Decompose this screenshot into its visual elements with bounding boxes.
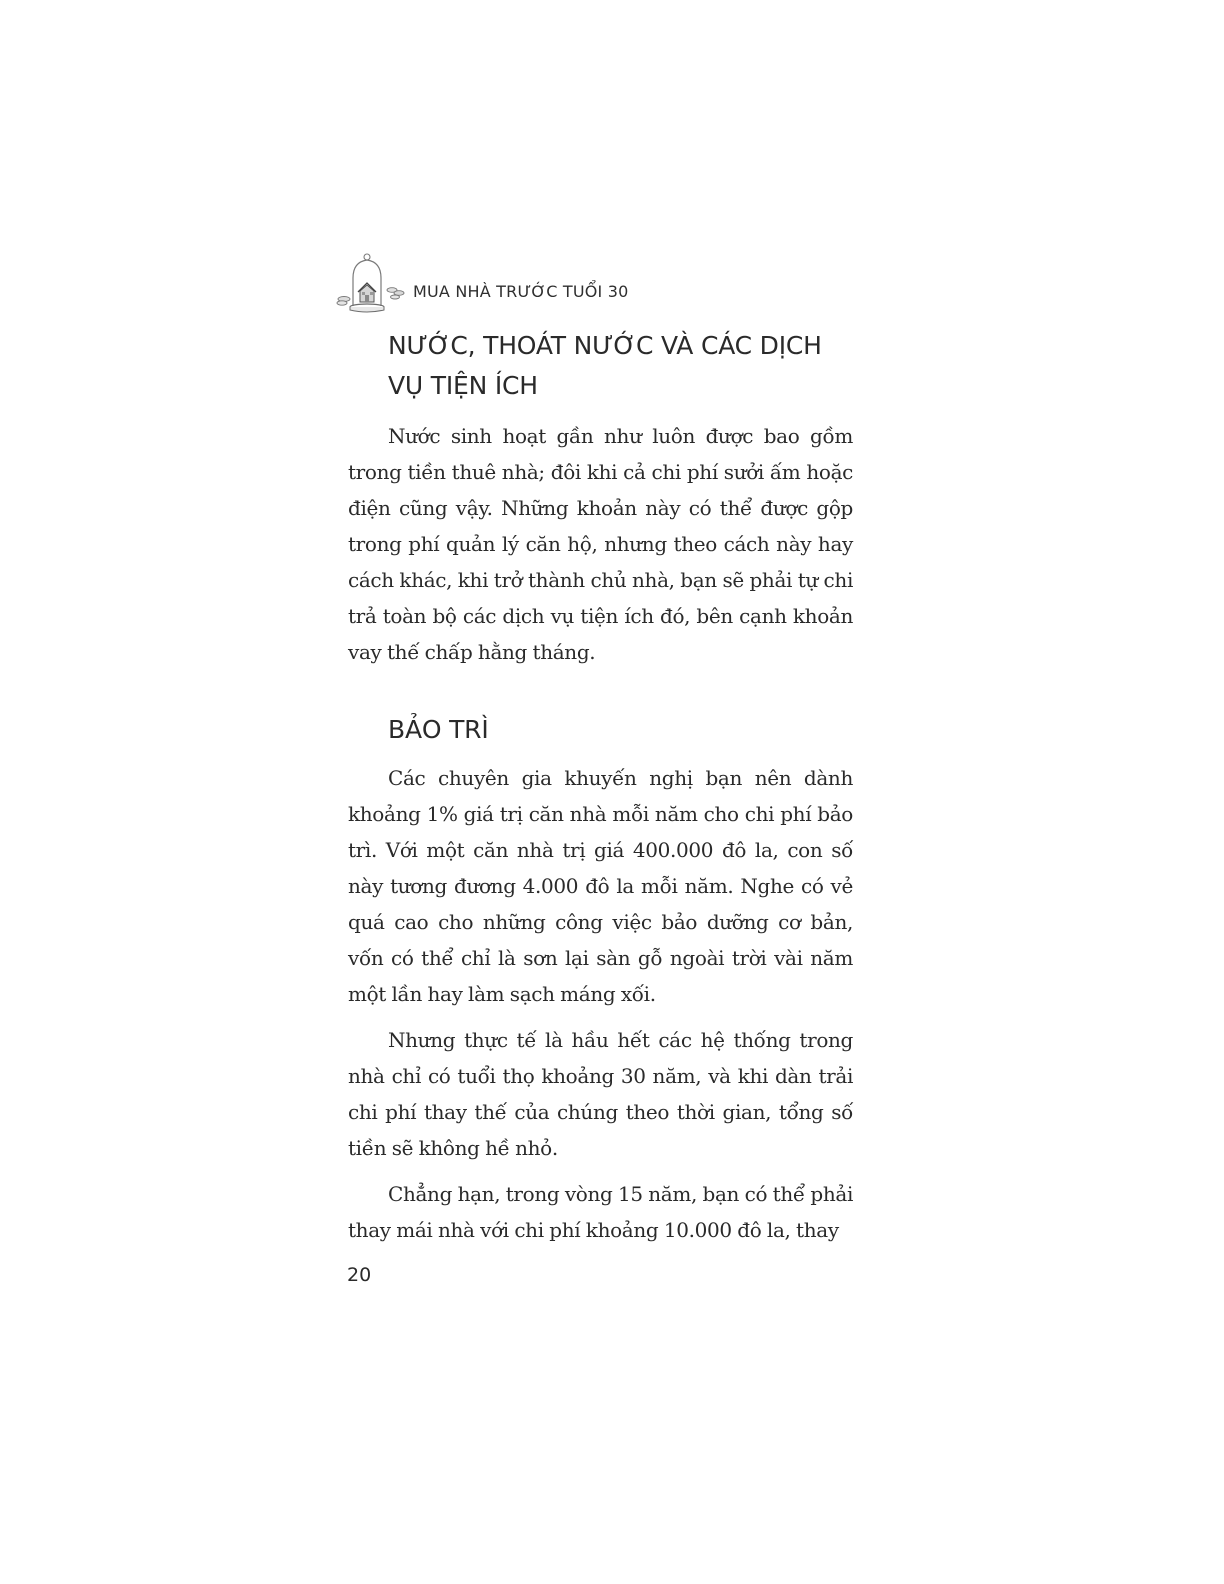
paragraph: Nước sinh hoạt gần như luôn được bao gồm trong tiền thuê nhà; đôi khi cả chi phí sưởi ấm hoặc điện cũng vậy. Những khoản này có thể được gộp trong phí quản lý căn hộ, nhưng theo cách này hay cách khác, khi trở thành chủ nhà, bạn sẽ phải tự chi trả toàn bộ các dịch vụ tiện ích đó, bên cạnh khoản vay thế chấp hằng tháng. <box>348 424 853 664</box>
paragraph: Nhưng thực tế là hầu hết các hệ thống trong nhà chỉ có tuổi thọ khoảng 30 năm, và khi dàn trải chi phí thay thế của chúng theo thời gian, tổng số tiền sẽ không hề nhỏ. <box>348 1028 853 1160</box>
paragraph: Các chuyên gia khuyến nghị bạn nên dành khoảng 1% giá trị căn nhà mỗi năm cho chi phí bảo trì. Với một căn nhà trị giá 400.000 đô la, con số này tương đương 4.000 đô la mỗi năm. Nghe có vẻ quá cao cho những công việc bảo dưỡng cơ bản, vốn có thể chỉ là sơn lại sàn gỗ ngoài trời vài năm một lần hay làm sạch máng xối. <box>348 766 853 1006</box>
bell-jar-house-icon <box>336 250 410 314</box>
section-heading-maintenance: BẢO TRÌ <box>388 715 489 744</box>
running-header-title: MUA NHÀ TRƯỚC TUỔI 30 <box>413 282 629 301</box>
page-content <box>348 326 853 1258</box>
page-number: 20 <box>347 1264 372 1286</box>
section-heading-utilities: NƯỚC, THOÁT NƯỚC VÀ CÁC DỊCH VỤ TIỆN ÍCH <box>388 331 822 400</box>
paragraph: Chẳng hạn, trong vòng 15 năm, bạn có thể phải thay mái nhà với chi phí khoảng 10.000 đô la, thay <box>348 1182 853 1242</box>
running-header <box>336 250 856 314</box>
